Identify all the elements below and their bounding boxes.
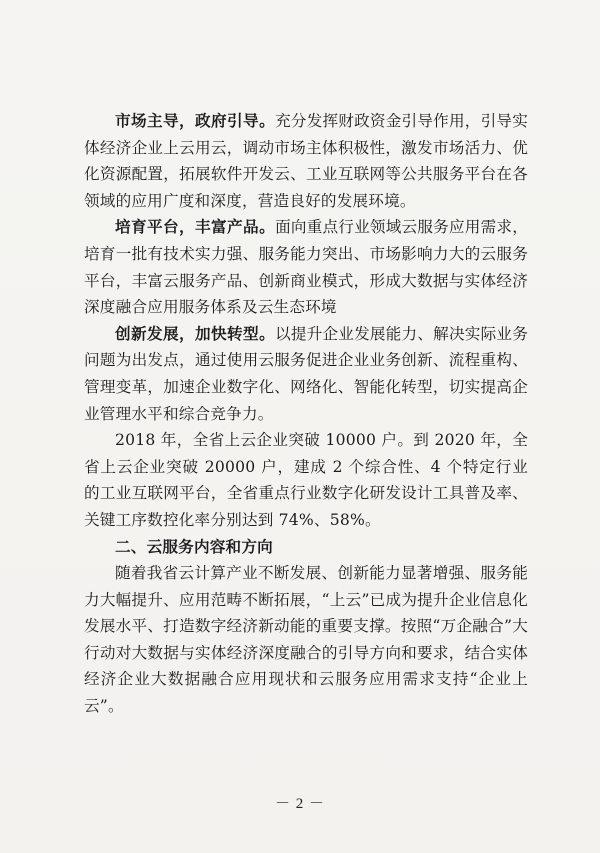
- paragraph-targets: [84, 427, 528, 533]
- paragraph-text: 面向重点行业领域云服务应用需求，培育一批有技术实力强、服务能力突出、市场影响力大的云服务平台，丰富云服务产品、创新商业模式，形成大数据与实体经济深度融合应用服务体系及云生态环境: [84, 218, 528, 317]
- paragraph-cloud-services: 随着我省云计算产业不断发展、创新能力显著增强、服务能力大幅提升、应用范畴不断拓展，“上云”已成为提升企业信息化发展水平、打造数字经济新动能的重要支撑。按照“万企融合”大行动对大数据与实体经济深度融合的引导方向和要求，结合实体经济企业大数据融合应用现状和云服务应用需求支持“企业上云”。: [84, 564, 528, 716]
- paragraph-innovation: [84, 321, 528, 427]
- paragraph-text: 充分发挥财政资金引导作用，引导实体经济企业上云用云，调动市场主体积极性，激发市场活力、优化资源配置，拓展软件开发云、工业互联网等公共服务平台在各领域的应用广度和深度，营造良好的发展环境。: [84, 112, 528, 210]
- paragraph-text: 以提升企业发展能力、解决实际业务问题为出发点，通过使用云服务促进企业业务创新、流程重构、管理变革，加速企业数字化、网络化、智能化转型，切实提高企业管理水平和综合竞争力。: [84, 324, 528, 423]
- section-heading: 二、云服务内容和方向: [115, 537, 273, 556]
- paragraph-market-led: [84, 108, 528, 214]
- paragraph-lead: 培育平台，丰富产品。: [115, 218, 276, 237]
- document-body: [84, 108, 528, 720]
- paragraph-lead: 市场主导，政府引导。: [115, 112, 276, 130]
- paragraph-lead: 创新发展，加快转型。: [115, 324, 276, 343]
- paragraph-text: 2018 年，全省上云企业突破 10000 户。到 2020 年，全省上云企业突破 20000 户，建成 2 个综合性、4 个特定行业的工业互联网平台，全省重点行业数字化研发设计工具普及率、关键工序数控化率分别达到 74%、58%。: [84, 431, 528, 529]
- paragraph-platform: [84, 214, 528, 320]
- page-number: － 2 －: [274, 796, 325, 812]
